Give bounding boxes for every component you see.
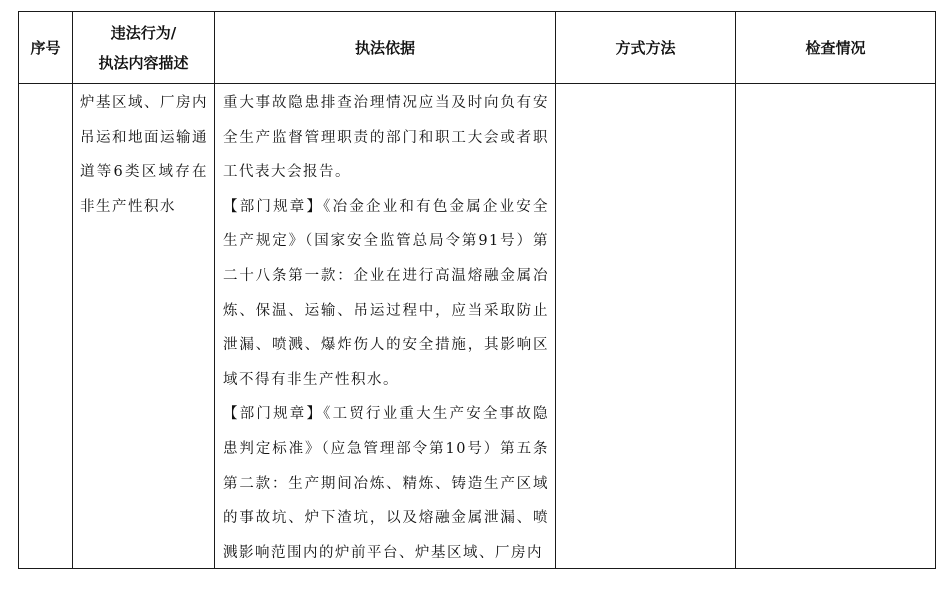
cell-behavior-text: 炉基区域、厂房内吊运和地面运输通道等6类区域存在非生产性积水	[80, 95, 208, 215]
basis-paragraph-3: 【部门规章】《工贸行业重大生产安全事故隐患判定标准》（应急管理部令第10号）第五条第二款：生产期间冶炼、精炼、铸造生产区域的事故坑、炉下渣坑，以及熔融金属泄漏、喷溅影响范围内的炉前平台、炉基区域、厂房内	[223, 406, 549, 561]
header-basis-label: 执法依据	[354, 38, 415, 57]
header-method	[556, 12, 736, 84]
table-header-row	[19, 12, 936, 84]
cell-basis	[215, 84, 556, 569]
cell-method	[556, 84, 736, 569]
cell-basis-wrap	[215, 84, 555, 568]
basis-paragraph-1: 重大事故隐患排查治理情况应当及时向负有安全生产监督管理职责的部门和职工大会或者职工代表大会报告。	[223, 95, 549, 181]
cell-behavior	[73, 84, 215, 569]
enforcement-table	[18, 11, 936, 569]
header-basis	[215, 12, 556, 84]
basis-paragraph-2: 【部门规章】《冶金企业和有色金属企业安全生产规定》（国家安全监管总局令第91号）第二十八条第一款：企业在进行高温熔融金属冶炼、保温、运输、吊运过程中，应当采取防止泄漏、喷溅、爆炸伤人的安全措施，其影响区域不得有非生产性积水。	[223, 198, 549, 388]
header-check	[736, 12, 936, 84]
header-check-label: 检查情况	[805, 38, 866, 57]
header-behavior-line2: 执法内容描述	[98, 53, 189, 72]
header-method-label: 方式方法	[615, 38, 676, 57]
header-seq	[19, 12, 73, 84]
header-seq-label: 序号	[30, 38, 61, 57]
table-row	[19, 84, 936, 569]
header-behavior-line1: 违法行为/	[110, 23, 177, 42]
cell-basis-text	[215, 84, 555, 568]
cell-seq	[19, 84, 73, 569]
header-behavior	[73, 12, 215, 84]
cell-check	[736, 84, 936, 569]
